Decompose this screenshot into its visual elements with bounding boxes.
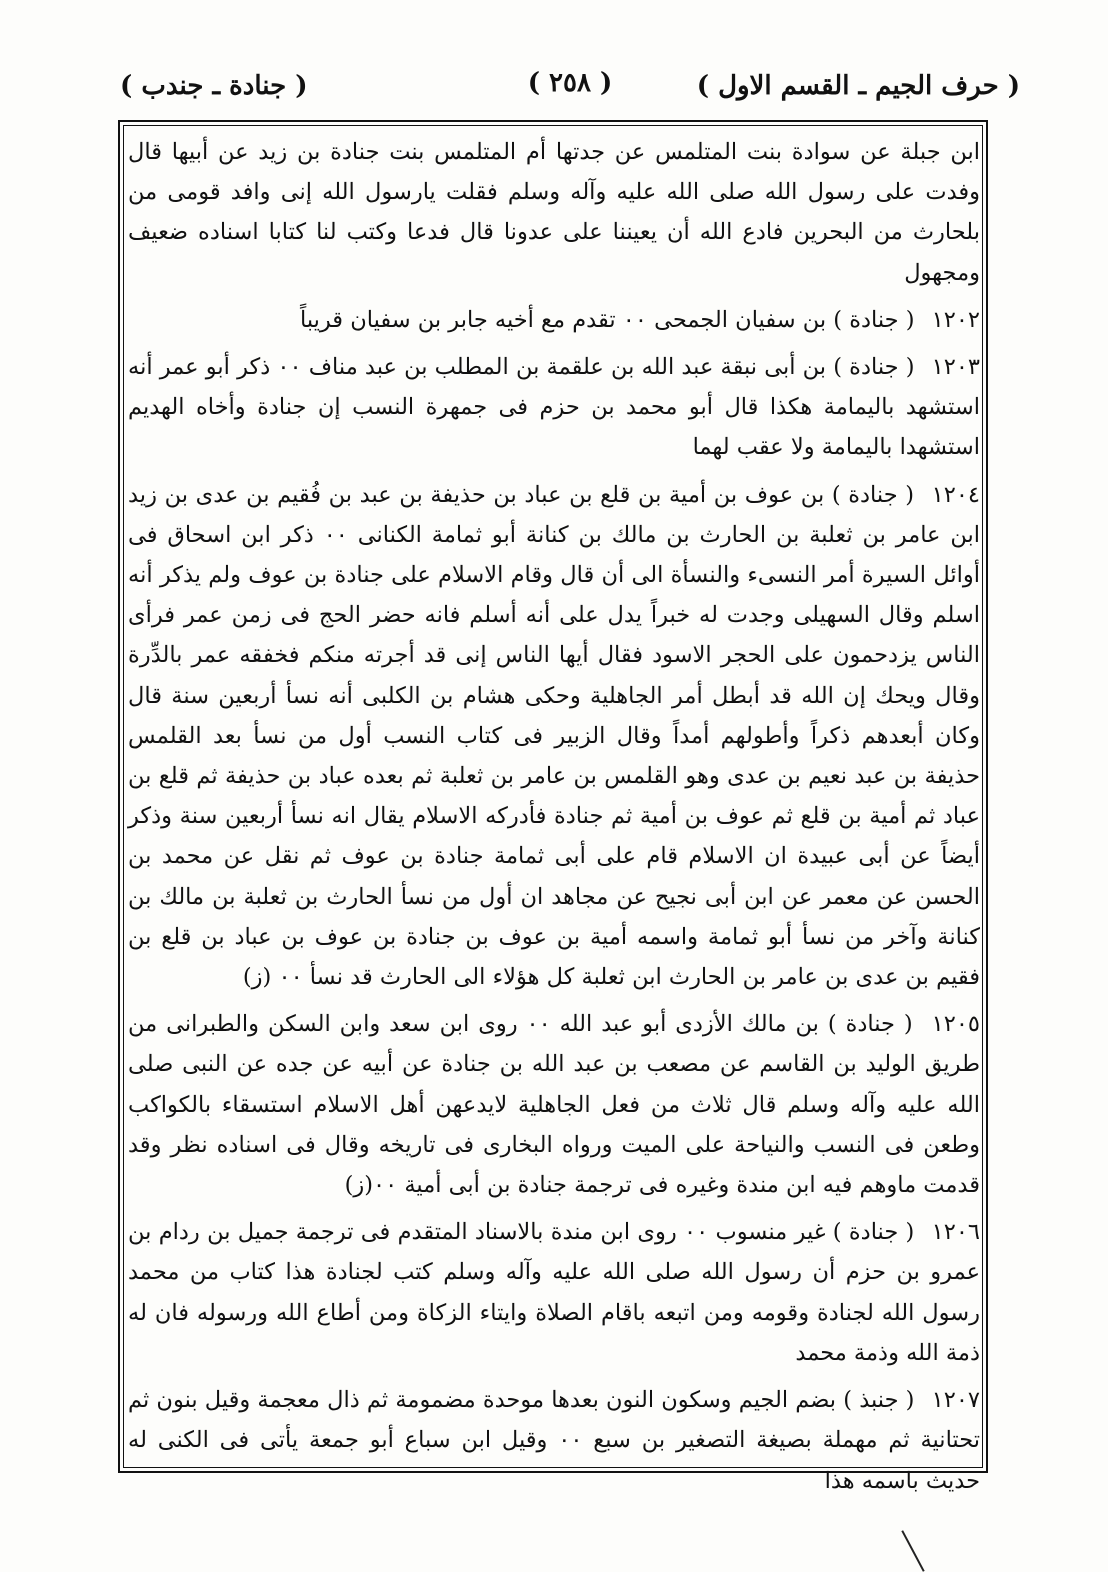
entry-number: ١٢٠٤: [931, 481, 981, 508]
header-section-title: ( حرف الجيم ـ القسم الاول ): [696, 71, 1020, 101]
paragraph-text: ( جنادة ) غير منسوب ٠٠ روى ابن مندة بالاسناد المتقدم فى ترجمة جميل بن ردام بن عمرو بن حزم أن رسول الله صلى الله عليه وآله وسلم كتب لجنادة هذا كتاب من محمد رسول الله لجنادة وقومه ومن اتبعه باقام الصلاة وايتاء الزكاة ومن أطاع الله ورسوله فان له ذمة الله وذمة محمد: [128, 1219, 980, 1366]
paragraph-text: ( جنادة ) بن عوف بن أمية بن قلع بن عباد بن حذيفة بن عبد بن فُقيم بن عدى بن زيد ابن عامر بن ثعلبة بن الحارث بن مالك بن كنانة أبو ثمامة الكنانى ٠٠ ذكر ابن اسحاق فى أوائل السيرة أمر النسىء والنسأة الى أن قال وقام الاسلام على جنادة بن عوف ولم يذكر أنه اسلم وقال السهيلى وجدت له خبراً يدل على أنه أسلم فانه حضر الحج فى زمن عمر فرأى الناس يزدحمون على الحجر الاسود فقال أيها الناس إنى قد أجرته منكم فخفقه عمر بالدِّرة وقال ويحك إن الله قد أبطل أمر الجاهلية وحكى هشام بن الكلبى أنه نسأ أربعين سنة قال وكان أبعدهم ذكراً وأطولهم أمداً وقال الزبير فى كتاب النسب أول من نسأ بعد القلمس حذيفة بن عبد نعيم بن عدى وهو القلمس بن عامر بن ثعلبة ثم بعده عباد بن حذيفة ثم قلع بن عباد ثم أمية بن قلع ثم عوف بن أمية ثم جنادة فأدركه الاسلام يقال انه نسأ أربعين سنة وذكر أيضاً عن أبى عبيدة ان الاسلام قام على أبى ثمامة جنادة بن عوف ثم نقل عن محمد بن الحسن عن معمر عن ابن أبى نجيح عن مجاهد ان أول من نسأ الحارث بن ثعلبة بن مالك بن كنانة وآخر من نسأ أبو ثمامة واسمه أمية بن عوف بن جنادة بن عوف بن عباد بن قلع بن فقيم بن عدى بن عامر بن الحارث ابن ثعلبة كل هؤلاء الى الحارث قد نسأ ٠٠ (ز): [128, 481, 980, 991]
entry-number: ١٢٠٢: [931, 306, 980, 333]
scan-pen-mark: [901, 1530, 924, 1572]
entry-1204: [128, 475, 980, 998]
entry-1207: [128, 1380, 980, 1501]
paragraph-text: ( جنادة ) بن أبى نبقة عبد الله بن علقمة بن المطلب بن عبد مناف ٠٠ ذكر أبو عمر أنه استشهد باليمامة هكذا قال أبو محمد بن حزم فى جمهرة النسب إن جنادة وأخاه الهديم استشهدا باليمامة ولا عقب لهما: [128, 354, 980, 461]
paragraph-text: ( جنبذ ) بضم الجيم وسكون النون بعدها موحدة مضمومة ثم ذال معجمة وقيل بنون ثم تحتانية ثم مهملة بصيغة التصغير بن سبع ٠٠ وقيل ابن سباع أبو جمعة يأتى فى الكنى له حديث باسمه هذا: [128, 1387, 980, 1494]
paragraph-text: ( جنادة ) بن مالك الأزدى أبو عبد الله ٠٠ روى ابن سعد وابن السكن والطبرانى من طريق الوليد بن القاسم عن مصعب بن عبد الله بن جنادة عن أبيه عن جده عن النبى صلى الله عليه وآله وسلم قال ثلاث من فعل الجاهلية لايدعهن أهل الاسلام استسقاء بالكواكب وطعن فى النسب والنياحة على الميت ورواه البخارى فى تاريخه وقال فى اسناده نظر وقد قدمت ماوهم فيه ابن مندة وغيره فى ترجمة جنادة بن أبى أمية ٠٠(ز): [128, 1011, 980, 1199]
paragraph-continuation: [128, 132, 980, 293]
page-body: [128, 132, 980, 1501]
entry-1205: [128, 1004, 980, 1205]
paragraph-text: ابن جبلة عن سوادة بنت المتلمس عن جدتها أم المتلمس بنت جنادة بن زيد عن أبيها قال وفدت على رسول الله صلى الله عليه وآله وسلم فقلت يارسول الله إنى وافد قومى من بلحارث من البحرين فادع الله أن يعيننا على عدونا قال فدعا وكتب لنا كتابا اسناده ضعيف ومجهول: [128, 139, 980, 286]
page-header: [120, 62, 1020, 110]
paragraph-text: ( جنادة ) بن سفيان الجمحى ٠٠ تقدم مع أخيه جابر بن سفيان قريباً: [299, 306, 915, 333]
entry-number: ١٢٠٣: [931, 354, 980, 381]
entry-number: ١٢٠٥: [931, 1011, 980, 1038]
entry-number: ١٢٠٧: [931, 1387, 980, 1414]
entry-number: ١٢٠٦: [931, 1219, 980, 1246]
entry-1202: [128, 300, 980, 340]
entry-1206: [128, 1212, 980, 1373]
page-number: ( ٢٥٨ ): [527, 68, 613, 98]
header-entry-range: ( جنادة ـ جندب ): [120, 71, 308, 101]
entry-1203: [128, 347, 980, 468]
